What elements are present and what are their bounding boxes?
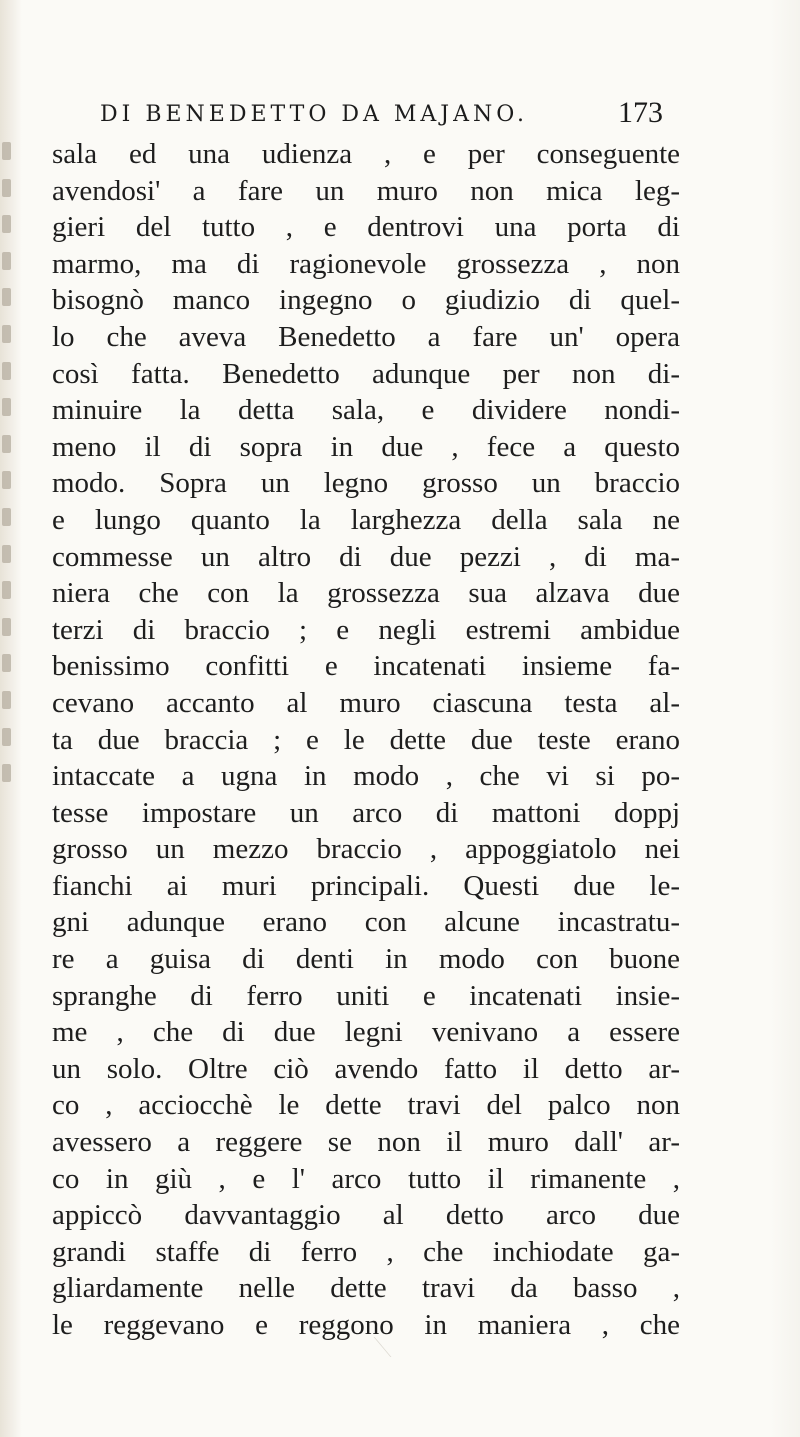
gutter-mark <box>2 252 11 270</box>
running-head: DI BENEDETTO DA MAJANO. <box>100 102 528 127</box>
text-line: benissimo confitti e incatenati insieme fa- <box>52 650 680 683</box>
text-line: gieri del tutto , e dentrovi una porta di <box>52 211 680 244</box>
text-line: grosso un mezzo braccio , appoggiatolo nei <box>52 833 680 866</box>
text-line: ta due braccia ; e le dette due teste erano <box>52 723 680 756</box>
gutter-mark <box>2 508 11 526</box>
text-line: bisognò manco ingegno o giudizio di quel- <box>52 284 680 317</box>
gutter-mark <box>2 435 11 453</box>
text-line: modo. Sopra un legno grosso un braccio <box>52 467 680 500</box>
gutter-mark <box>2 215 11 233</box>
gutter-mark <box>2 618 11 636</box>
text-line: minuire la detta sala, e dividere nondi- <box>52 394 680 427</box>
page-edge-shadow <box>770 0 800 1437</box>
text-line: le reggevano e reggono in maniera , che <box>52 1309 680 1341</box>
gutter-mark <box>2 288 11 306</box>
text-line: terzi di braccio ; e negli estremi ambidue <box>52 613 680 646</box>
text-line: marmo, ma di ragionevole grossezza , non <box>52 247 680 280</box>
text-line: lo che aveva Benedetto a fare un' opera <box>52 320 680 353</box>
text-line: avessero a reggere se non il muro dall' ar- <box>52 1126 680 1159</box>
text-line: gni adunque erano con alcune incastratu- <box>52 906 680 939</box>
gutter-mark <box>2 179 11 197</box>
text-line: grandi staffe di ferro , che inchiodate ga- <box>52 1235 680 1268</box>
text-line: me , che di due legni venivano a essere <box>52 1016 680 1049</box>
gutter-mark <box>2 654 11 672</box>
gutter-mark <box>2 545 11 563</box>
text-line: appiccò davvantaggio al detto arco due <box>52 1199 680 1232</box>
gutter-mark <box>2 142 11 160</box>
text-line: così fatta. Benedetto adunque per non di- <box>52 357 680 390</box>
gutter-mark <box>2 581 11 599</box>
text-line: commesse un altro di due pezzi , di ma- <box>52 540 680 573</box>
text-line: cevano accanto al muro ciascuna testa al- <box>52 686 680 719</box>
gutter-mark <box>2 728 11 746</box>
text-line: gliardamente nelle dette travi da basso , <box>52 1272 680 1305</box>
text-line: co in giù , e l' arco tutto il rimanente , <box>52 1162 680 1195</box>
gutter-mark <box>2 764 11 782</box>
gutter-mark <box>2 691 11 709</box>
text-line: niera che con la grossezza sua alzava due <box>52 577 680 610</box>
text-line: meno il di sopra in due , fece a questo <box>52 430 680 463</box>
gutter-mark <box>2 471 11 489</box>
gutter-mark <box>2 325 11 343</box>
gutter-mark <box>2 362 11 380</box>
text-line: e lungo quanto la larghezza della sala ne <box>52 503 680 536</box>
body-text <box>52 136 680 1344</box>
page-number: 173 <box>618 96 663 129</box>
text-line: avendosi' a fare un muro non mica leg- <box>52 174 680 207</box>
text-line: sala ed una udienza , e per conseguente <box>52 138 680 170</box>
text-line: tesse impostare un arco di mattoni doppj <box>52 796 680 829</box>
gutter-mark <box>2 398 11 416</box>
text-line: co , acciocchè le dette travi del palco non <box>52 1089 680 1122</box>
text-line: intaccate a ugna in modo , che vi si po- <box>52 760 680 793</box>
text-line: re a guisa di denti in modo con buone <box>52 943 680 976</box>
text-line: spranghe di ferro uniti e incatenati insie- <box>52 979 680 1012</box>
text-line: un solo. Oltre ciò avendo fatto il detto ar- <box>52 1052 680 1085</box>
text-line: fianchi ai muri principali. Questi due le- <box>52 869 680 902</box>
